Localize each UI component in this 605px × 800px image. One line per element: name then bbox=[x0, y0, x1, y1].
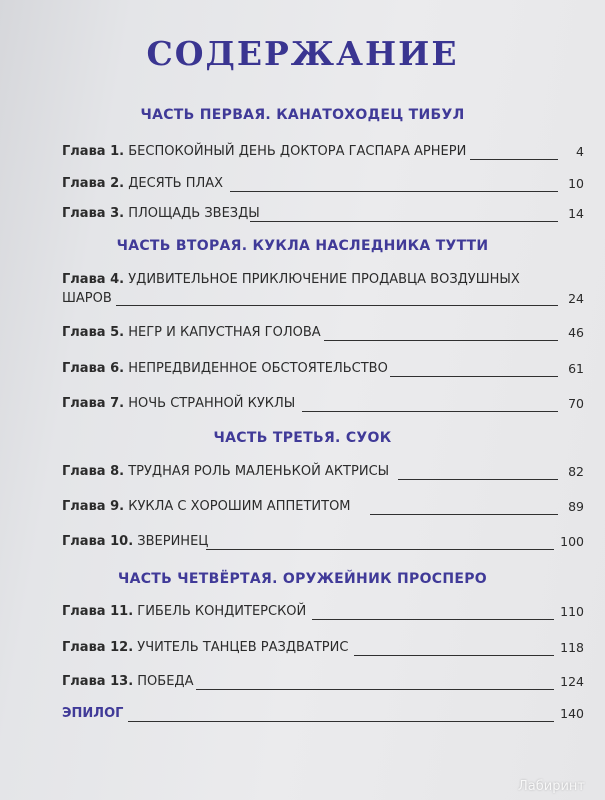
chapter-label: Глава 5. НЕГР И КАПУСТНАЯ ГОЛОВА bbox=[62, 325, 321, 340]
toc-entry-chapter-7[interactable] bbox=[62, 396, 584, 416]
chapter-label: Глава 4. УДИВИТЕЛЬНОЕ ПРИКЛЮЧЕНИЕ ПРОДАВЦА ВОЗДУШНЫХ bbox=[62, 272, 520, 287]
watermark-logo: Лабиринт bbox=[518, 779, 585, 794]
dotted-leader bbox=[128, 721, 554, 722]
toc-entry-chapter-5[interactable] bbox=[62, 325, 584, 345]
page-number: 46 bbox=[568, 325, 584, 340]
part-4-heading: ЧАСТЬ ЧЕТВЁРТАЯ. ОРУЖЕЙНИК ПРОСПЕРО bbox=[117, 571, 488, 587]
chapter-label: Глава 1. БЕСПОКОЙНЫЙ ДЕНЬ ДОКТОРА ГАСПАРА АРНЕРИ bbox=[62, 144, 467, 159]
chapter-label: Глава 11. ГИБЕЛЬ КОНДИТЕРСКОЙ bbox=[62, 604, 307, 619]
part-2-heading: ЧАСТЬ ВТОРАЯ. КУКЛА НАСЛЕДНИКА ТУТТИ bbox=[116, 238, 489, 254]
dotted-leader bbox=[230, 191, 558, 192]
part-3-heading: ЧАСТЬ ТРЕТЬЯ. СУОК bbox=[213, 430, 392, 446]
page-number: 82 bbox=[568, 464, 584, 479]
toc-entry-chapter-3[interactable] bbox=[62, 206, 584, 226]
page-number: 118 bbox=[560, 640, 584, 655]
dotted-leader bbox=[324, 340, 558, 341]
toc-entry-chapter-1[interactable] bbox=[62, 144, 584, 164]
chapter-label-continued: ШАРОВ bbox=[62, 291, 112, 306]
toc-entry-chapter-11[interactable] bbox=[62, 604, 584, 624]
chapter-label: Глава 9. КУКЛА С ХОРОШИМ АППЕТИТОМ bbox=[62, 499, 351, 514]
chapter-label: Глава 8. ТРУДНАЯ РОЛЬ МАЛЕНЬКОЙ АКТРИСЫ bbox=[62, 464, 390, 479]
dotted-leader bbox=[354, 655, 554, 656]
epilog-label: ЭПИЛОГ bbox=[62, 706, 124, 721]
page-number: 70 bbox=[568, 396, 584, 411]
toc-entry-chapter-10[interactable] bbox=[62, 534, 584, 554]
dotted-leader bbox=[206, 549, 554, 550]
chapter-label: Глава 2. ДЕСЯТЬ ПЛАХ bbox=[62, 176, 224, 191]
toc-entry-chapter-9[interactable] bbox=[62, 499, 584, 519]
part-1-heading: ЧАСТЬ ПЕРВАЯ. КАНАТОХОДЕЦ ТИБУЛ bbox=[140, 107, 465, 123]
page-number: 14 bbox=[568, 206, 584, 221]
dotted-leader bbox=[250, 221, 558, 222]
dotted-leader bbox=[398, 479, 558, 480]
toc-entry-chapter-13[interactable] bbox=[62, 674, 584, 694]
toc-entry-chapter-2[interactable] bbox=[62, 176, 584, 196]
toc-entry-chapter-6[interactable] bbox=[62, 361, 584, 381]
chapter-label: Глава 12. УЧИТЕЛЬ ТАНЦЕВ РАЗДВАТРИС bbox=[62, 640, 349, 655]
page-number: 24 bbox=[568, 291, 584, 306]
dotted-leader bbox=[370, 514, 558, 515]
chapter-label: Глава 3. ПЛОЩАДЬ ЗВЕЗДЫ bbox=[62, 206, 260, 221]
page-number: 100 bbox=[560, 534, 584, 549]
toc-entry-epilog[interactable] bbox=[62, 706, 584, 726]
dotted-leader bbox=[196, 689, 554, 690]
toc-entry-chapter-12[interactable] bbox=[62, 640, 584, 660]
page-number: 61 bbox=[568, 361, 584, 376]
dotted-leader bbox=[312, 619, 554, 620]
chapter-label: Глава 6. НЕПРЕДВИДЕННОЕ ОБСТОЯТЕЛЬСТВО bbox=[62, 361, 388, 376]
dotted-leader bbox=[116, 305, 558, 306]
page-number: 110 bbox=[560, 604, 584, 619]
page-number: 89 bbox=[568, 499, 584, 514]
dotted-leader bbox=[390, 376, 558, 377]
dotted-leader bbox=[470, 159, 558, 160]
page-title: СОДЕРЖАНИЕ bbox=[146, 34, 459, 73]
toc-entry-chapter-4[interactable] bbox=[62, 272, 584, 310]
dotted-leader bbox=[302, 411, 558, 412]
chapter-label: Глава 10. ЗВЕРИНЕЦ bbox=[62, 534, 209, 549]
page-number: 10 bbox=[568, 176, 584, 191]
page-number: 140 bbox=[560, 706, 584, 721]
page-number: 4 bbox=[576, 144, 584, 159]
page-number: 124 bbox=[560, 674, 584, 689]
chapter-label: Глава 13. ПОБЕДА bbox=[62, 674, 194, 689]
chapter-label: Глава 7. НОЧЬ СТРАННОЙ КУКЛЫ bbox=[62, 396, 296, 411]
toc-entry-chapter-8[interactable] bbox=[62, 464, 584, 484]
